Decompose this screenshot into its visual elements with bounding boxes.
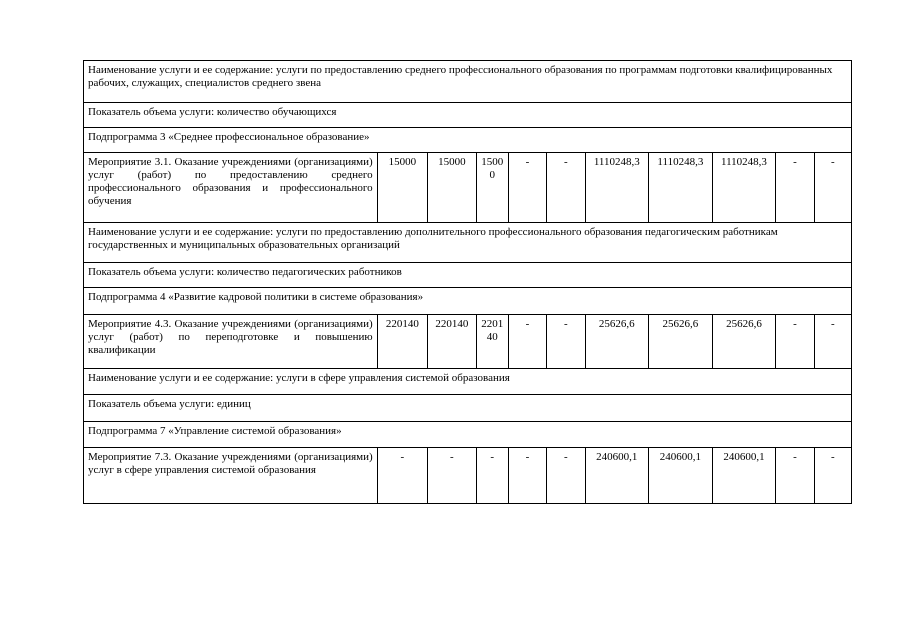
activity-name: Мероприятие 4.3. Оказание учреждениями (организациями) услуг (работ) по переподготовке и повышению квалификации xyxy=(84,315,378,369)
services-table xyxy=(83,60,852,504)
value-cell: 220140 xyxy=(476,315,508,369)
volume-indicator: Показатель объема услуги: количество педагогических работников xyxy=(84,263,852,288)
value-cell: - xyxy=(776,315,814,369)
volume-indicator: Показатель объема услуги: единиц xyxy=(84,395,852,422)
value-cell: - xyxy=(814,315,851,369)
value-cell: 240600,1 xyxy=(585,448,649,504)
activity-name: Мероприятие 7.3. Оказание учреждениями (организациями) услуг в сфере управления системой образования xyxy=(84,448,378,504)
subprogram-row xyxy=(84,422,852,448)
value-cell: - xyxy=(547,153,585,223)
value-cell: - xyxy=(814,448,851,504)
value-cell: 1110248,3 xyxy=(585,153,649,223)
value-cell: 25626,6 xyxy=(585,315,649,369)
service-row xyxy=(84,61,852,103)
service-description: Наименование услуги и ее содержание: услуги по предоставлению среднего профессионального образования по программам подготовки квалифицированных рабочих, служащих, специалистов среднего звена xyxy=(84,61,852,103)
activity-name: Мероприятие 3.1. Оказание учреждениями (организациями) услуг (работ) по предоставлению среднего профессионального образования и профессионального обучения xyxy=(84,153,378,223)
value-cell: - xyxy=(508,315,546,369)
indicator-row xyxy=(84,263,852,288)
value-cell: - xyxy=(428,448,476,504)
value-cell: 220140 xyxy=(377,315,427,369)
subprogram-row xyxy=(84,128,852,153)
subprogram-title: Подпрограмма 7 «Управление системой образования» xyxy=(84,422,852,448)
indicator-row xyxy=(84,103,852,128)
service-row xyxy=(84,223,852,263)
subprogram-title: Подпрограмма 3 «Среднее профессиональное образование» xyxy=(84,128,852,153)
service-description: Наименование услуги и ее содержание: услуги в сфере управления системой образования xyxy=(84,369,852,395)
value-cell: - xyxy=(547,448,585,504)
value-cell: 220140 xyxy=(428,315,476,369)
value-cell: 1110248,3 xyxy=(712,153,776,223)
value-cell: - xyxy=(547,315,585,369)
value-cell: 240600,1 xyxy=(649,448,713,504)
activity-row xyxy=(84,448,852,504)
value-cell: - xyxy=(476,448,508,504)
value-cell: 25626,6 xyxy=(712,315,776,369)
value-cell: 240600,1 xyxy=(712,448,776,504)
subprogram-row xyxy=(84,288,852,315)
value-cell: - xyxy=(508,153,546,223)
value-cell: - xyxy=(776,448,814,504)
activity-row xyxy=(84,315,852,369)
indicator-row xyxy=(84,395,852,422)
value-cell: - xyxy=(776,153,814,223)
activity-row xyxy=(84,153,852,223)
value-cell: - xyxy=(377,448,427,504)
service-description: Наименование услуги и ее содержание: услуги по предоставлению дополнительного профессионального образования педагогическим работникам государственных и муниципальных образовательных организаций xyxy=(84,223,852,263)
value-cell: 1110248,3 xyxy=(649,153,713,223)
value-cell: - xyxy=(814,153,851,223)
volume-indicator: Показатель объема услуги: количество обучающихся xyxy=(84,103,852,128)
service-row xyxy=(84,369,852,395)
value-cell: - xyxy=(508,448,546,504)
value-cell: 25626,6 xyxy=(649,315,713,369)
subprogram-title: Подпрограмма 4 «Развитие кадровой политики в системе образования» xyxy=(84,288,852,315)
value-cell: 15000 xyxy=(476,153,508,223)
value-cell: 15000 xyxy=(428,153,476,223)
value-cell: 15000 xyxy=(377,153,427,223)
